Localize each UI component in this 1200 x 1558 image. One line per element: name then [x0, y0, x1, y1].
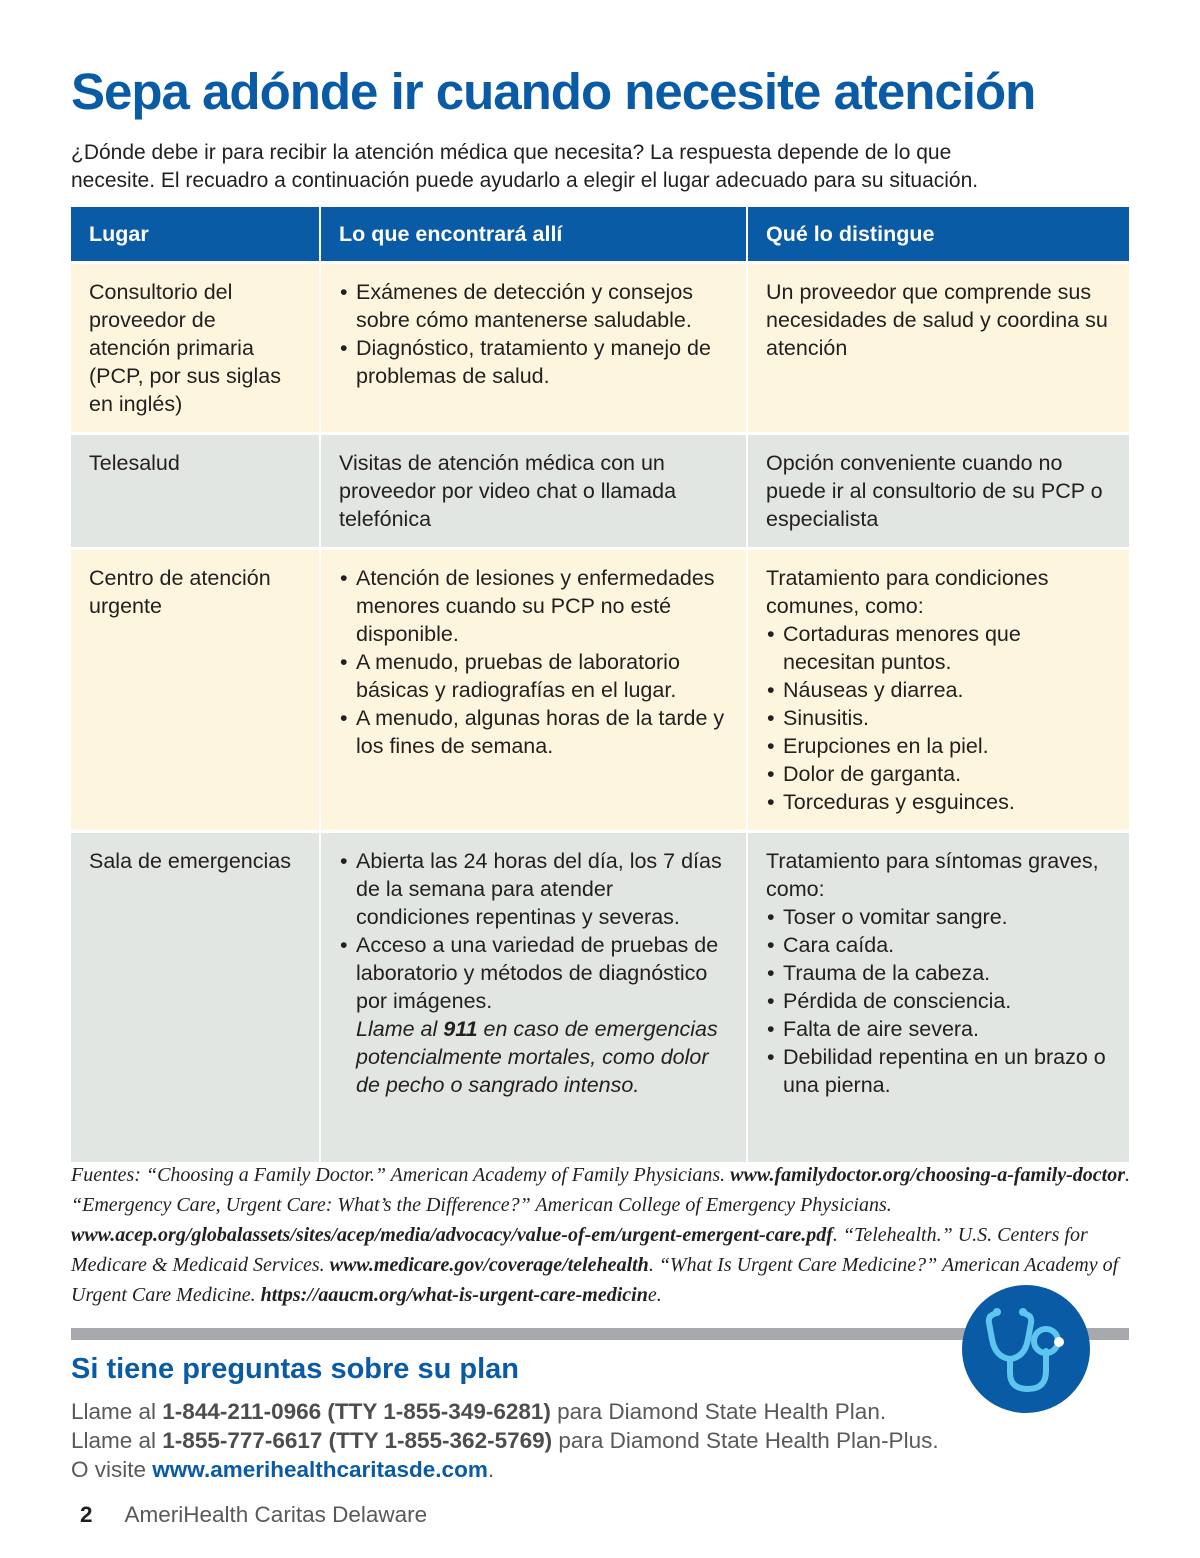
source-text: . “Emergency Care, Urgent Care: What’s the Difference?” American College of Emergency Physicians. [71, 1164, 1130, 1216]
source-text: Fuentes: “Choosing a Family Doctor.” American Academy of Family Physicians. [71, 1164, 731, 1186]
footer-org: AmeriHealth Caritas Delaware [124, 1502, 428, 1527]
contact-line [71, 1426, 1071, 1455]
find-list [339, 278, 728, 390]
list-item: • Dolor de garganta. [766, 760, 1111, 788]
contact-line [71, 1455, 1071, 1484]
list-item: • Sinusitis. [766, 704, 1111, 732]
distinct-text: Un proveedor que comprende sus necesidades de salud y coordina su atención [766, 280, 1108, 360]
visit-suffix: . [487, 1457, 495, 1482]
find-list [339, 847, 728, 1015]
source-link[interactable]: https://aaucm.org/what-is-urgent-care-medicin [260, 1284, 648, 1306]
distinct-intro: Tratamiento para condiciones comunes, como: [766, 566, 1049, 618]
page-number: 2 [80, 1502, 93, 1527]
list-item: • Debilidad repentina en un brazo o una pierna. [766, 1043, 1111, 1099]
find-list [339, 564, 728, 760]
note-pre: Llame al [356, 1017, 444, 1041]
distinct-cell [747, 263, 1129, 434]
distinct-text: Opción conveniente cuando no puede ir al consultorio de su PCP o especialista [766, 451, 1103, 531]
source-link[interactable]: www.medicare.gov/coverage/telehealth [329, 1254, 649, 1276]
place-name: Centro de atención urgente [89, 566, 271, 618]
intro-line: ¿Dónde debe ir para recibir la atención médica que necesita? La respuesta depende de lo que [71, 141, 952, 164]
place-name: Sala de emergencias [89, 849, 291, 873]
header-what-distinguishes: Qué lo distingue [747, 207, 1129, 263]
list-item: • A menudo, algunas horas de la tarde y los fines de semana. [339, 704, 728, 760]
call-prefix: Llame al [71, 1428, 163, 1453]
visit-prefix: O visite [71, 1457, 153, 1482]
place-name: Telesalud [89, 451, 180, 475]
phone-number[interactable]: 1-855-777-6617 (TTY 1-855-362-5769) [162, 1428, 553, 1453]
header-what-you-find: Lo que encontrará allí [320, 207, 747, 263]
emergency-number: 911 [443, 1017, 478, 1041]
list-item: • Erupciones en la piel. [766, 732, 1111, 760]
distinct-intro: Tratamiento para síntomas graves, como: [766, 849, 1099, 901]
table-row [71, 263, 1129, 434]
find-cell [320, 263, 747, 434]
list-item: • Pérdida de consciencia. [766, 987, 1111, 1015]
intro-line: necesite. El recuadro a continuación puede ayudarlo a elegir el lugar adecuado para su situación. [71, 169, 979, 192]
place-name: Consultorio del proveedor de atención primaria (PCP, por sus siglas en inglés) [89, 280, 281, 416]
table-row [71, 549, 1129, 832]
phone-number[interactable]: 1-844-211-0966 (TTY 1-855-349-6281) [162, 1399, 551, 1424]
source-text: . “What Is Urgent Care Medicine?” American Academy of Urgent Care Medicine. [71, 1254, 1119, 1306]
note-post: en caso de emergencias potencialmente mortales, como dolor de pecho o sangrado intenso. [356, 1017, 718, 1097]
table-row [71, 832, 1129, 1162]
list-item: • Abierta las 24 horas del día, los 7 días de la semana para atender condiciones repentinas y severas. [339, 847, 728, 931]
list-item: • Cortaduras menores que necesitan puntos. [766, 620, 1111, 676]
header-place: Lugar [71, 207, 320, 263]
list-item: • Trauma de la cabeza. [766, 959, 1111, 987]
questions-title: Si tiene preguntas sobre su plan [71, 1353, 519, 1385]
intro-paragraph [71, 139, 1131, 195]
stethoscope-badge [962, 1285, 1090, 1413]
place-cell [71, 263, 320, 434]
distinct-cell [747, 434, 1129, 549]
list-item: • Cara caída. [766, 931, 1111, 959]
website-link[interactable]: www.amerihealthcaritasde.com [152, 1457, 488, 1482]
list-item: • Diagnóstico, tratamiento y manejo de problemas de salud. [339, 334, 728, 390]
table-header-row [71, 207, 1129, 263]
list-item: • Acceso a una variedad de pruebas de laboratorio y métodos de diagnóstico por imágenes. [339, 931, 728, 1015]
list-item: • A menudo, pruebas de laboratorio básicas y radiografías en el lugar. [339, 648, 728, 704]
place-cell [71, 549, 320, 832]
distinct-list [766, 620, 1111, 816]
source-text: e. [647, 1284, 662, 1306]
call-prefix: Llame al [71, 1399, 163, 1424]
contact-line [71, 1397, 1071, 1426]
emergency-note [339, 1015, 728, 1099]
source-link[interactable]: www.acep.org/globalassets/sites/acep/media/advocacy/value-of-em/urgent-emergent-care.pdf [71, 1224, 833, 1246]
distinct-cell [747, 832, 1129, 1162]
distinct-cell [747, 549, 1129, 832]
list-item: • Torceduras y esguinces. [766, 788, 1111, 816]
find-text: Visitas de atención médica con un proveedor por video chat o llamada telefónica [339, 451, 677, 531]
page-footer [80, 1502, 427, 1528]
find-cell [320, 832, 747, 1162]
contact-info [71, 1397, 1071, 1484]
care-options-table [71, 207, 1129, 1162]
distinct-list [766, 903, 1111, 1099]
find-cell [320, 434, 747, 549]
stethoscope-icon [962, 1285, 1090, 1413]
source-link[interactable]: www.familydoctor.org/choosing-a-family-doctor [730, 1164, 1125, 1186]
list-item: • Náuseas y diarrea. [766, 676, 1111, 704]
find-cell [320, 549, 747, 832]
list-item: • Falta de aire severa. [766, 1015, 1111, 1043]
plan-name: para Diamond State Health Plan-Plus. [552, 1428, 939, 1453]
place-cell [71, 832, 320, 1162]
source-text: . “Telehealth.” U.S. Centers for Medicare & Medicaid Services. [71, 1224, 1088, 1276]
list-item: • Exámenes de detección y consejos sobre cómo mantenerse saludable. [339, 278, 728, 334]
place-cell [71, 434, 320, 549]
table-row [71, 434, 1129, 549]
list-item: • Toser o vomitar sangre. [766, 903, 1111, 931]
list-item: • Atención de lesiones y enfermedades menores cuando su PCP no esté disponible. [339, 564, 728, 648]
page-title: Sepa adónde ir cuando necesite atención [71, 63, 1036, 120]
plan-name: para Diamond State Health Plan. [550, 1399, 887, 1424]
